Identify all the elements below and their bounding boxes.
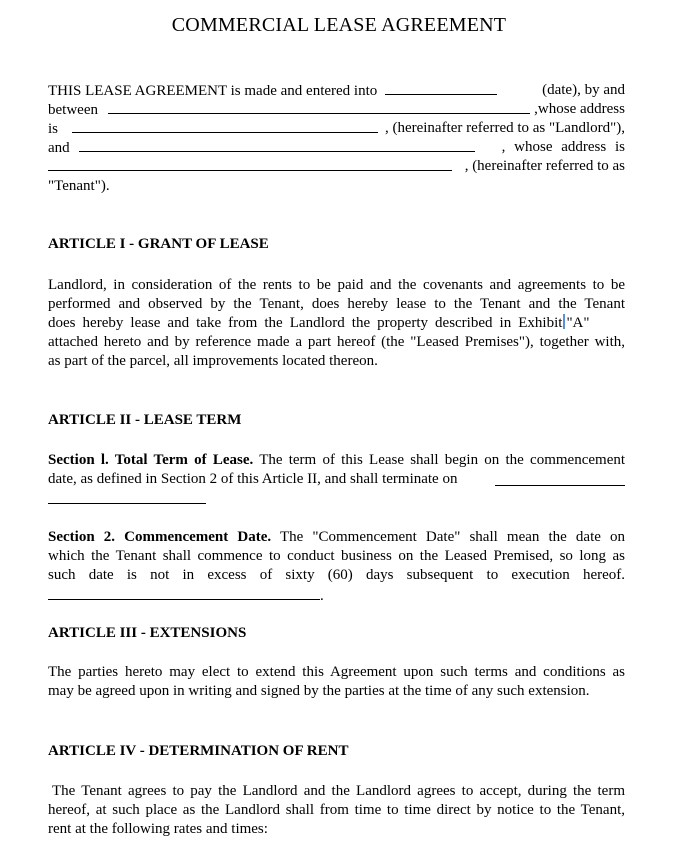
- intro-line-4: and , whose address is: [48, 139, 625, 156]
- article-4-heading: ARTICLE IV - DETERMINATION OF RENT: [48, 743, 349, 759]
- section-1-line-3: [48, 490, 625, 509]
- article-4-line-1: The Tenant agrees to pay the Landlord and the Landlord agrees to accept, during the term: [52, 783, 625, 799]
- article-1-heading: ARTICLE I - GRANT OF LEASE: [48, 236, 269, 252]
- intro-line-2: between ,whose address: [48, 101, 625, 118]
- landlord-name-blank[interactable]: [108, 100, 530, 114]
- article-3-line-1: The parties hereto may elect to extend this Agreement upon such terms and conditions as: [48, 664, 625, 680]
- section-2-line-2: which the Tenant shall commence to conduct business on the Leased Premised, so long as: [48, 548, 625, 564]
- intro-line-6: "Tenant").: [48, 178, 110, 194]
- intro-line-1: THIS LEASE AGREEMENT is made and entered into (date), by and: [48, 82, 625, 99]
- article-2-heading: ARTICLE II - LEASE TERM: [48, 412, 242, 428]
- article-4-line-2: hereof, at such place as the Landlord shall from time to time direct by notice to the Tenant,: [48, 802, 625, 818]
- tenant-address-blank[interactable]: [48, 157, 452, 171]
- section-2-line-4: .: [48, 586, 625, 605]
- document-title: COMMERCIAL LEASE AGREEMENT: [171, 14, 507, 36]
- article-1-line-4: attached hereto and by reference made a part hereof (the "Leased Premises"), together with,: [48, 334, 625, 350]
- commencement-blank[interactable]: [48, 586, 320, 600]
- article-1-line-2: performed and observed by the Tenant, does hereby lease to the Tenant and the Tenant: [48, 296, 625, 312]
- section-2-line-3: such date is not in excess of sixty (60) days subsequent to execution hereof.: [48, 567, 625, 583]
- article-4-line-3: rent at the following rates and times:: [48, 821, 268, 837]
- date-blank[interactable]: [385, 81, 497, 95]
- article-1-line-3: does hereby lease and take from the Landlord the property described in Exhibit "A": [48, 315, 590, 331]
- termination-date-blank-cont[interactable]: [48, 490, 206, 504]
- tenant-name-blank[interactable]: [79, 138, 475, 152]
- article-3-heading: ARTICLE III - EXTENSIONS: [48, 625, 247, 641]
- section-1-line-1: Section l. Total Term of Lease. The term of this Lease shall begin on the commencement: [48, 452, 626, 468]
- intro-line-3: is , (hereinafter referred to as "Landlord"),: [48, 120, 625, 137]
- section-2-line-1: Section 2. Commencement Date. The "Commencement Date" shall mean the date on: [48, 529, 626, 545]
- article-1-line-1: Landlord, in consideration of the rents to be paid and the covenants and agreements to be: [48, 277, 625, 293]
- landlord-address-blank[interactable]: [72, 119, 378, 133]
- section-1-line-2: date, as defined in Section 2 of this Article II, and shall terminate on: [48, 470, 625, 489]
- intro-line-5: , (hereinafter referred to as: [48, 157, 625, 176]
- article-1-line-5: as part of the parcel, all improvements located thereon.: [48, 353, 378, 369]
- article-3-line-2: may be agreed upon in writing and signed by the parties at the time of any such extension.: [48, 683, 590, 699]
- termination-date-blank[interactable]: [495, 472, 625, 486]
